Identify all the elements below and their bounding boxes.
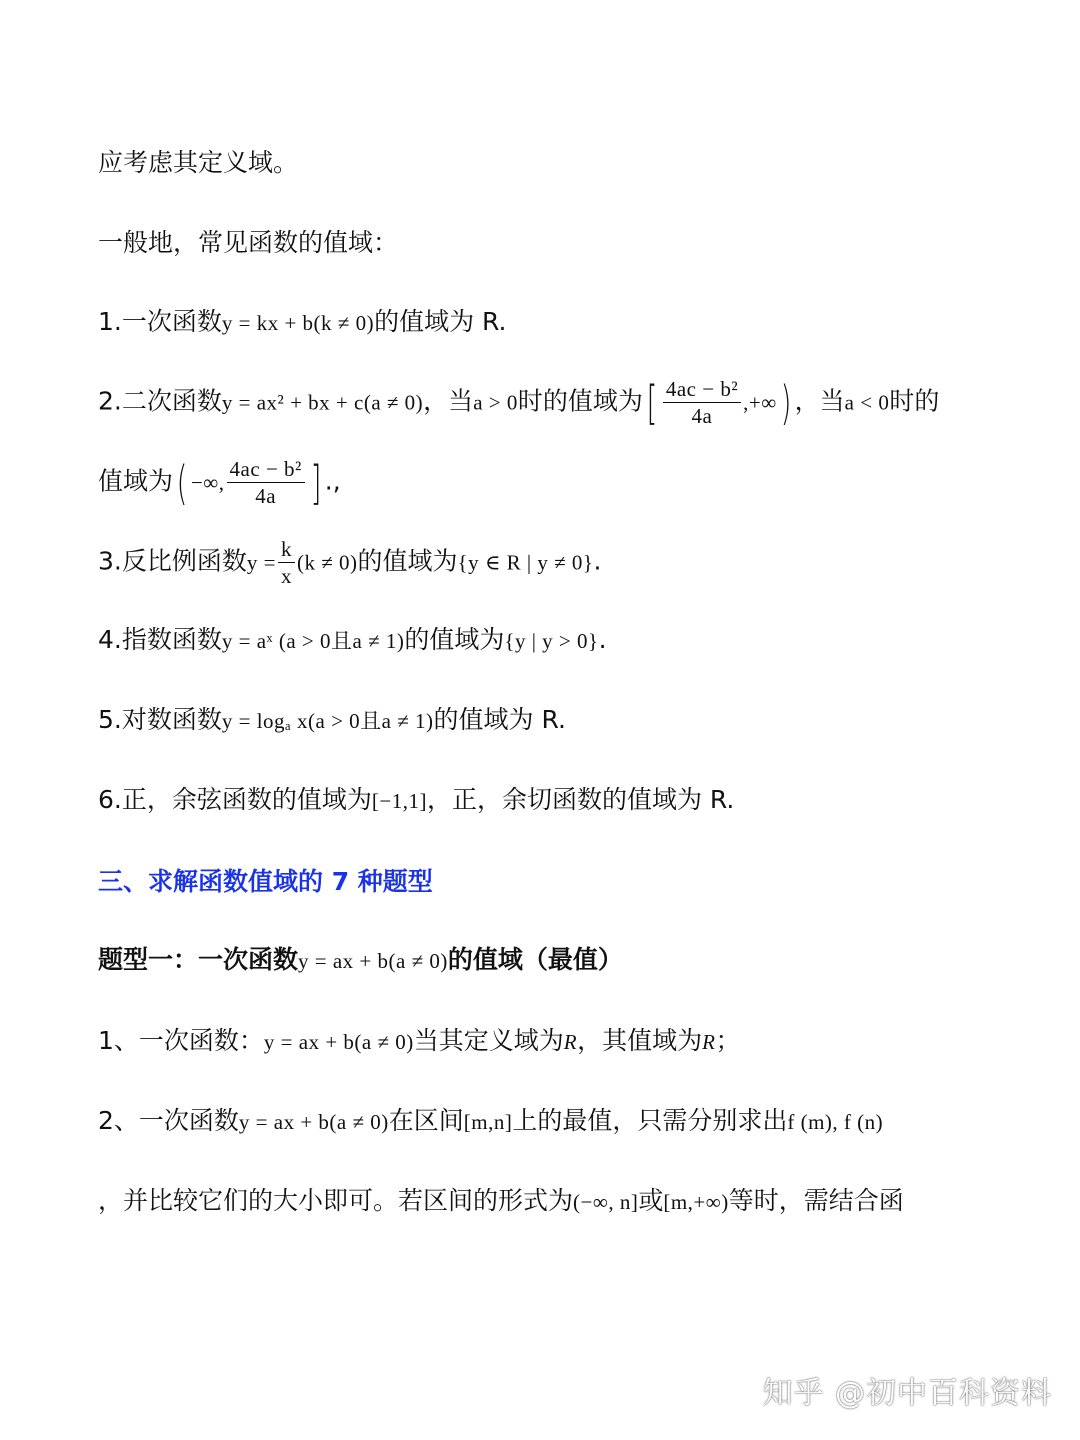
section-heading: [98, 860, 990, 904]
line-4-mid3: ，当: [794, 386, 845, 416]
line-4-mid1: ，当: [423, 386, 474, 416]
line-9-prefix: 6.正，余弦函数的值域为: [98, 785, 372, 814]
text-line-quadratic-range-negative: [98, 455, 990, 510]
inverse-condition: (k ≠ 0): [296, 550, 358, 575]
line-7-end: .: [598, 625, 607, 654]
text-line-linear-function: [98, 300, 990, 345]
text-line-trig-function: [98, 778, 990, 823]
text-line-2: [98, 221, 990, 265]
line-3-suffix: 的值域为 R.: [374, 307, 507, 336]
range-fraction-2: [227, 458, 305, 507]
condition-a-negative: a < 0: [844, 390, 890, 415]
line-4-mid4: 时的: [889, 386, 940, 416]
point-2-prefix: 2、一次函数: [98, 1106, 239, 1135]
right-bracket-glyph: ]: [310, 455, 322, 510]
point-2-cont-prefix: ，并比较它们的大小即可。若区间的形式为: [98, 1186, 574, 1215]
line-7-mid: 的值域为: [404, 625, 505, 654]
function-values: f (m), f (n): [787, 1110, 884, 1134]
right-paren-glyph: ): [780, 375, 792, 430]
inverse-function-y: y =: [246, 550, 276, 575]
point-1-mid2: ，其值域为: [577, 1026, 703, 1055]
text-line-point-2-continued: [98, 1179, 990, 1224]
plus-infinity: ,+∞: [743, 390, 777, 415]
section-heading-text: 三、求解函数值域的 7 种题型: [98, 867, 433, 896]
subsection-suffix: 的值域（最值）: [447, 945, 623, 974]
line-5-suffix: .,: [324, 466, 341, 496]
log-function-formula: y = logₐ x(a > 0且a ≠ 1): [221, 709, 434, 733]
quadratic-function-formula: y = ax² + bx + c(a ≠ 0): [221, 390, 424, 415]
line-9-suffix: ，正，余切函数的值域为 R.: [426, 785, 735, 814]
inverse-denominator: x: [280, 564, 292, 589]
subsection-heading: [98, 938, 990, 983]
line-8-suffix: 的值域为 R.: [433, 705, 566, 734]
minus-infinity: −∞,: [190, 470, 225, 495]
text-line-log-function: [98, 698, 990, 743]
point-2-mid: 在区间: [388, 1106, 464, 1135]
fraction-2-denominator: 4a: [255, 484, 277, 509]
point-1-formula: y = ax + b(a ≠ 0): [263, 1030, 414, 1054]
point-1-mid: 当其定义域为: [413, 1026, 564, 1055]
fraction-1-numerator: 4ac − b²: [663, 378, 741, 403]
text-line-point-1: [98, 1019, 990, 1064]
exponential-range-set: {y | y > 0}: [504, 629, 599, 653]
line-3-prefix: 1.一次函数: [98, 307, 222, 336]
sine-cosine-range: [−1,1]: [371, 789, 427, 813]
range-R: R: [702, 1030, 716, 1054]
point-1-prefix: 1、一次函数：: [98, 1026, 264, 1055]
subsection-prefix: 题型一：一次函数: [98, 945, 299, 974]
text-line-inverse-function: [98, 538, 990, 587]
condition-a-positive: a > 0: [473, 390, 518, 415]
point-2-cont-mid: 或: [638, 1186, 664, 1215]
zhihu-watermark: 知乎 @初中百科资料: [762, 1376, 1052, 1411]
inverse-numerator: k: [278, 538, 295, 563]
inverse-fraction: [278, 538, 295, 587]
point-2-mid2: 上的最值，只需分别求出: [512, 1106, 788, 1135]
range-fraction-1: [663, 378, 741, 427]
line-6-end: .: [593, 546, 602, 576]
line-8-prefix: 5.对数函数: [98, 705, 222, 734]
subsection-formula: y = ax + b(a ≠ 0): [298, 949, 448, 973]
point-1-end: ；: [715, 1026, 741, 1055]
exponential-function-formula: y = aˣ (a > 0且a ≠ 1): [221, 629, 405, 653]
text-line-exponential-function: [98, 618, 990, 663]
fraction-1-denominator: 4a: [691, 404, 713, 429]
line-6-prefix: 3.反比例函数: [98, 546, 247, 576]
text-line-quadratic-function: [98, 375, 990, 430]
line-6-mid: 的值域为: [357, 546, 458, 576]
text-line-1: [98, 141, 990, 185]
linear-function-formula: y = kx + b(k ≠ 0): [221, 311, 375, 335]
domain-R: R: [563, 1030, 578, 1054]
line-5-prefix: 值域为: [98, 466, 174, 496]
left-bracket-glyph: [: [646, 375, 658, 430]
point-2-formula: y = ax + b(a ≠ 0): [238, 1110, 389, 1134]
interval-neg-inf-n: (−∞, n]: [573, 1190, 639, 1214]
line-1-text: 应考虑其定义域。: [98, 148, 299, 177]
interval-m-pos-inf: [m,+∞): [663, 1190, 729, 1214]
fraction-2-numerator: 4ac − b²: [227, 458, 305, 483]
inverse-range-set: {y ∈ R | y ≠ 0}: [457, 550, 594, 575]
left-paren-glyph: (: [176, 455, 188, 510]
line-7-prefix: 4.指数函数: [98, 625, 222, 654]
line-4-prefix: 2.二次函数: [98, 386, 222, 416]
line-2-text: 一般地，常见函数的值域：: [98, 228, 399, 257]
text-line-point-2: [98, 1099, 990, 1144]
interval-m-n: [m,n]: [463, 1110, 513, 1134]
line-4-mid2: 时的值域为: [517, 386, 643, 416]
point-2-cont-suffix: 等时，需结合函: [728, 1186, 904, 1215]
